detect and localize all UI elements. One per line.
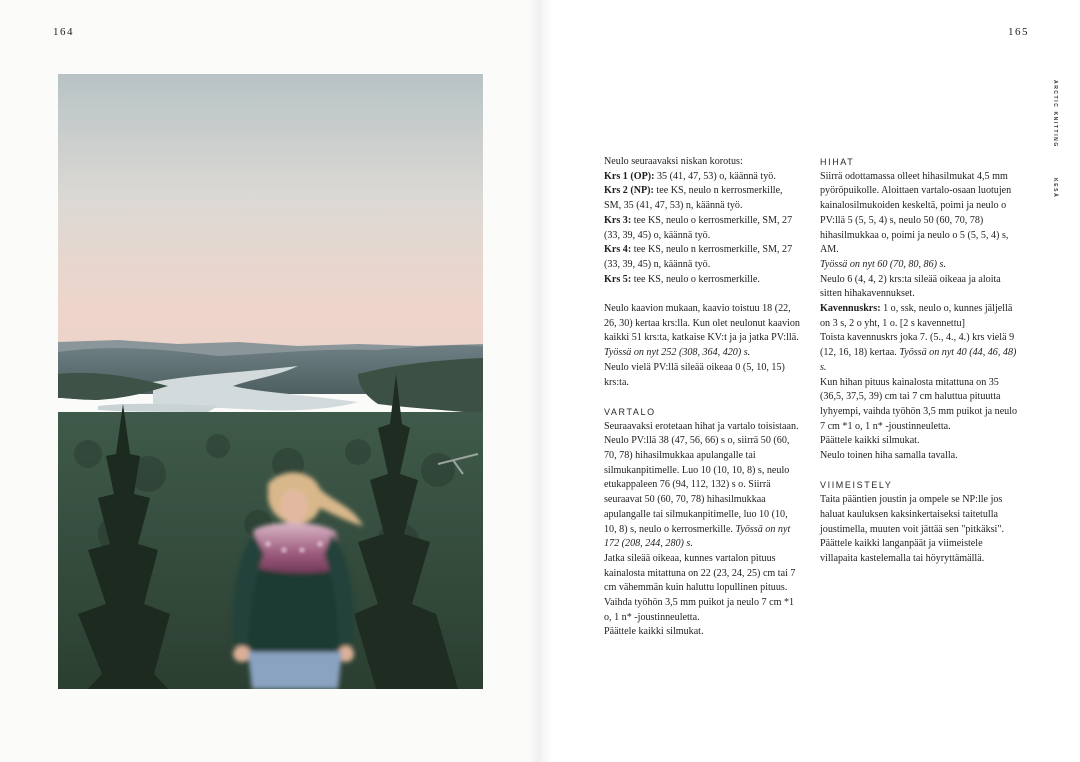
row-2-text: tee KS, neulo n kerrosmerkille, SM, 35 (41, 47, 53) n, käännä työ. bbox=[604, 185, 783, 212]
book-gutter bbox=[528, 0, 552, 762]
photo-landscape-knitter bbox=[58, 74, 483, 689]
decrease-label: Kavennuskrs: bbox=[820, 303, 881, 315]
stitch-count-3-text: Työssä on nyt 60 (70, 80, 86) s. bbox=[820, 258, 946, 270]
chart-paragraph: Neulo kaavion mukaan, kaavio toistuu 18 (22, 26, 30) kertaa krs:lla. Kun olet neulonut kaavion kaikki 51 krs:ta, katkaise KV:t ja ja jatka PV:llä. bbox=[604, 303, 800, 344]
neck-intro: Neulo seuraavaksi niskan korotus: bbox=[604, 156, 743, 167]
continue-paragraph: Neulo vielä PV:llä sileää oikeaa 0 (5, 10, 15) krs:ta. bbox=[604, 361, 785, 388]
row-1-label: Krs 1 (OP): bbox=[604, 170, 655, 182]
row-1 bbox=[604, 170, 800, 185]
photo-illustration bbox=[58, 74, 483, 689]
running-header-book: ARCTIC KNITTING bbox=[1052, 80, 1058, 148]
pattern-column-b bbox=[820, 155, 1020, 567]
row-5-label: Krs 5: bbox=[604, 273, 632, 285]
row-4-label: Krs 4: bbox=[604, 244, 632, 256]
rounds-paragraph: Neulo 6 (4, 4, 2) krs:ta sileää oikeaa ja aloita sitten hihakavennukset. bbox=[820, 273, 1001, 300]
page-number-left: 164 bbox=[53, 26, 74, 38]
row-3 bbox=[604, 214, 800, 243]
repeat-text: Toista kavennuskrs joka 7. (5., 4., 4.) krs vielä 9 (12, 16, 18) kertaa. bbox=[820, 332, 1015, 359]
decrease-paragraph bbox=[820, 302, 1020, 331]
row-5-text: tee KS, neulo o kerrosmerkille. bbox=[631, 273, 760, 285]
stitch-count-4-text: Työssä on nyt 40 (44, 46, 48) s. bbox=[820, 347, 1017, 373]
stitch-count-1 bbox=[604, 346, 800, 361]
bind-off-b: Päättele kaikki silmukat. bbox=[820, 435, 920, 447]
row-4 bbox=[604, 243, 800, 272]
vartalo-paragraph bbox=[604, 420, 800, 552]
hihat-paragraph: Siirrä odottamassa olleet hihasilmukat 4,5 mm pyöröpuikolle. Aloittaen vartalo-osaan luotujen kainalosilmukoiden keskeltä, poimi ja neulo o PV:llä 5 (5, 5, 4) s, neulo 50 (60, 70, 78) hihasilmukkaa o, poimi ja neulo o 5 (5, 5, 4) s, AM. bbox=[820, 170, 1012, 256]
row-4-text: tee KS, neulo n kerrosmerkille, SM, 27 (33, 39, 45) n, käännä työ. bbox=[604, 244, 793, 270]
row-2-label: Krs 2 (NP): bbox=[604, 185, 654, 197]
row-2 bbox=[604, 184, 800, 213]
heading-vartalo: VARTALO bbox=[604, 406, 656, 417]
running-header-section: KESÄ bbox=[1052, 178, 1058, 199]
stitch-count-2-text: Työssä on nyt 172 (208, 244, 280) s. bbox=[604, 523, 791, 550]
vartalo-text: Seuraavaksi erotetaan hihat ja vartalo toisistaan. Neulo PV:llä 38 (47, 56, 66) s o, siirrä 50 (60, 70, 78) hihasilmukkaa apulangalle tai silmukanpitimelle. Luo 10 (10, 10, 8) s, neulo etukappaleen 76 (94, 112, 132) s o. Siirrä seuraavat 50 (60, 70, 78) hihasilmukkaa apulangalle tai silmukanpitimelle, luo 10 (10, 10, 8) s, neulo o kerrosmerkille. bbox=[604, 420, 799, 535]
row-5 bbox=[604, 273, 800, 288]
row-3-text: tee KS, neulo o kerrosmerkille, SM, 27 (33, 39, 45) o, käännä työ. bbox=[604, 214, 793, 241]
viimeistely-paragraph: Taita pääntien joustin ja ompele se NP:lle jos haluat kauluksen kaksinkertaiseksi taitetulla joustimella, muuten voit jättää sen "pitkäksi". Päättele kaikki langanpäät ja viimeistele villapaita kastelemalla tai höyryttämällä. bbox=[820, 494, 1005, 564]
pattern-column-a bbox=[604, 155, 800, 640]
heading-hihat: HIHAT bbox=[820, 157, 855, 167]
bind-off-a: Päättele kaikki silmukat. bbox=[604, 626, 704, 638]
row-3-label: Krs 3: bbox=[604, 214, 632, 226]
second-sleeve: Neulo toinen hiha samalla tavalla. bbox=[820, 450, 958, 462]
repeat-paragraph bbox=[820, 331, 1020, 375]
stitch-count-3 bbox=[820, 258, 1020, 273]
sleeve-length-paragraph: Kun hihan pituus kainalosta mitattuna on 35 (36,5, 37,5, 39) cm tai 7 cm haluttua pituutta lyhyempi, vaihda työhön 3,5 mm puikot ja neulo 7 cm *1 o, 1 n* -joustinneuletta. bbox=[820, 376, 1018, 432]
heading-viimeistely: VIIMEISTELY bbox=[820, 480, 893, 491]
page-number-right: 165 bbox=[1008, 26, 1029, 38]
stitch-count-1-text: Työssä on nyt 252 (308, 364, 420) s. bbox=[604, 347, 751, 359]
decrease-text: 1 o, ssk, neulo o, kunnes jäljellä on 3 s, 2 o yht, 1 o. [2 s kavennettu] bbox=[820, 303, 1013, 329]
length-paragraph: Jatka sileää oikeaa, kunnes vartalon pituus kainalosta mitattuna on 22 (23, 24, 25) cm tai 7 cm vähemmän kuin haluttu lopullinen pituus. Vaihda työhön 3,5 mm puikot ja neulo 7 cm *1 o, 1 n* -joustinneuletta. bbox=[604, 552, 796, 623]
row-1-text: 35 (41, 47, 53) o, käännä työ. bbox=[654, 170, 776, 182]
